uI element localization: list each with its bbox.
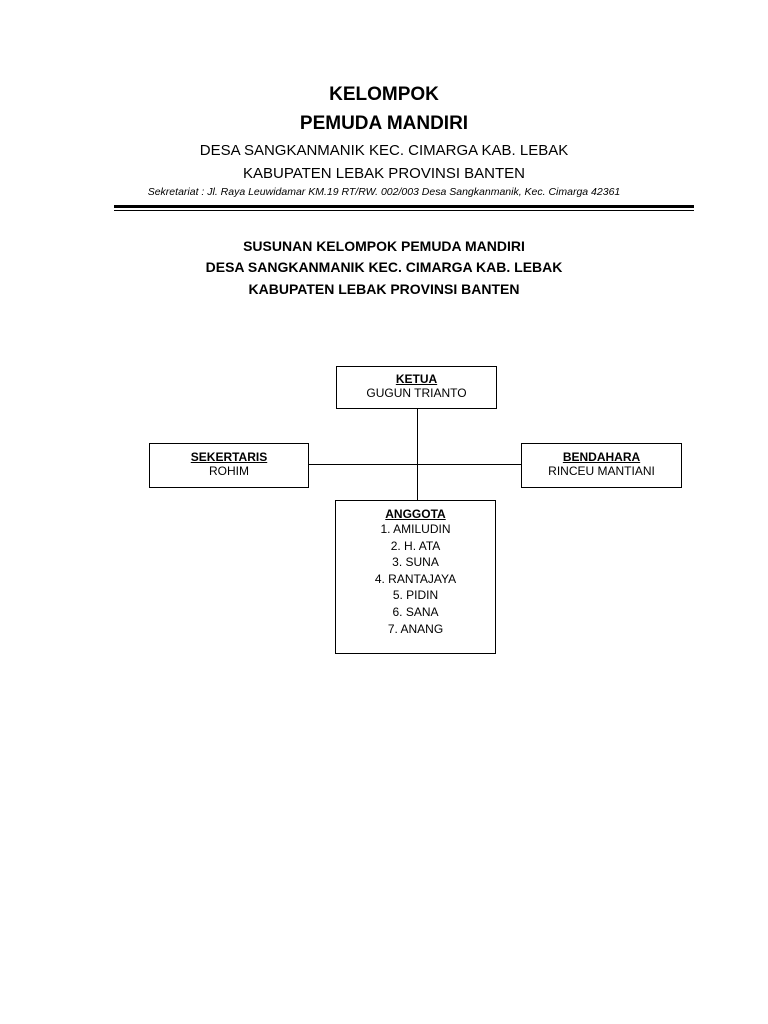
anggota-member: 7. ANANG (387, 621, 444, 636)
sekretaris-role-label: SEKERTARIS (190, 450, 268, 464)
letterhead-subtitle-line2: KABUPATEN LEBAK PROVINSI BANTEN (242, 165, 526, 182)
letterhead-rule-thin (114, 210, 694, 211)
connector-vertical (417, 409, 418, 501)
sekretaris-name: ROHIM (209, 464, 249, 478)
bendahara-role-label: BENDAHARA (562, 450, 641, 464)
org-box-sekretaris (149, 443, 309, 488)
letterhead-address: Sekretariat : Jl. Raya Leuwidamar KM.19 RT/RW. 002/003 Desa Sangkanmanik, Kec. Cimarga 42361 (147, 186, 621, 198)
bendahara-name: RINCEU MANTIANI (548, 464, 655, 478)
letterhead-rule-thick (114, 205, 694, 208)
letterhead-subtitle-line1: DESA SANGKANMANIK KEC. CIMARGA KAB. LEBAK (199, 142, 569, 159)
org-box-bendahara (521, 443, 682, 488)
section-title-line3: KABUPATEN LEBAK PROVINSI BANTEN (248, 281, 520, 297)
anggota-member: 2. H. ATA (390, 538, 441, 553)
anggota-member: 4. RANTAJAYA (374, 571, 457, 586)
section-title-line2: DESA SANGKANMANIK KEC. CIMARGA KAB. LEBAK (205, 259, 563, 275)
anggota-member: 6. SANA (392, 604, 439, 619)
org-box-ketua (336, 366, 497, 409)
anggota-member: 1. AMILUDIN (380, 522, 451, 536)
anggota-member: 3. SUNA (392, 555, 439, 570)
ketua-name: GUGUN TRIANTO (366, 386, 467, 400)
anggota-member: 5. PIDIN (392, 588, 439, 603)
letterhead-title-line2: PEMUDA MANDIRI (299, 113, 469, 134)
anggota-member-list (336, 521, 495, 637)
org-box-anggota (335, 500, 496, 654)
connector-horizontal (309, 464, 522, 465)
ketua-role-label: KETUA (395, 372, 438, 386)
section-title-line1: SUSUNAN KELOMPOK PEMUDA MANDIRI (243, 238, 525, 254)
anggota-role-label: ANGGOTA (385, 507, 446, 521)
letterhead-title-line1: KELOMPOK (329, 84, 439, 105)
